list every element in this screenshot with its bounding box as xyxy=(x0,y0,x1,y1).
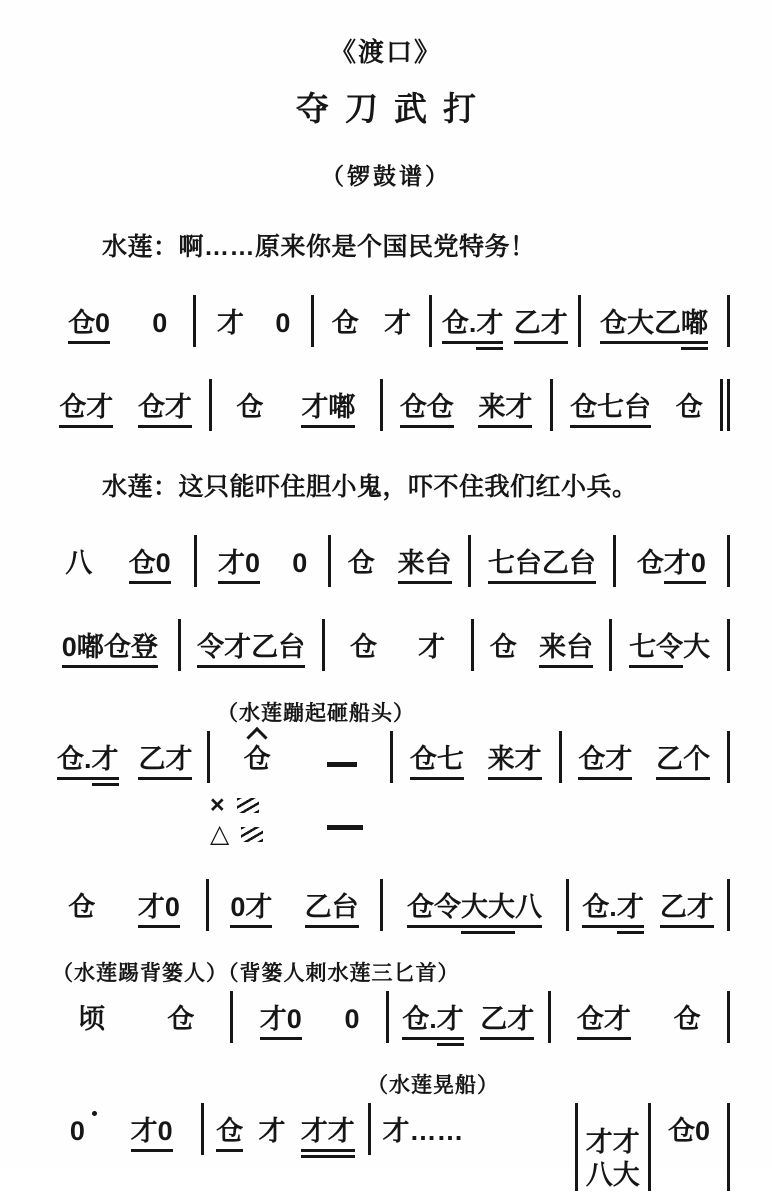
beat-group xyxy=(600,307,708,347)
notation-line-2 xyxy=(42,379,730,431)
measure xyxy=(551,1003,727,1043)
notation-line-6 xyxy=(42,879,730,931)
note: 才 xyxy=(418,631,445,671)
beat-group xyxy=(660,891,714,931)
note: 0 xyxy=(345,1003,360,1043)
note: 才 xyxy=(217,307,244,347)
beat-group xyxy=(275,307,290,347)
barline xyxy=(727,879,730,931)
note: 来才 xyxy=(488,743,542,783)
note: 0 xyxy=(70,1115,85,1155)
measure xyxy=(383,891,566,931)
beat-group xyxy=(292,547,307,587)
measure xyxy=(204,1115,368,1155)
beat-group xyxy=(197,631,305,671)
stacked-notes xyxy=(586,1126,640,1193)
note: 才 xyxy=(258,1115,285,1155)
beat-group xyxy=(152,307,167,347)
note: 仓 xyxy=(674,1003,701,1043)
score-type-label: （锣鼓谱） xyxy=(42,158,730,191)
beat-group xyxy=(129,547,171,587)
note: 仓才 xyxy=(59,391,113,431)
beat-group xyxy=(676,391,703,431)
note: 七令 xyxy=(629,631,683,671)
beat-group xyxy=(131,1115,173,1155)
measure xyxy=(42,631,178,671)
beat-group xyxy=(582,891,644,931)
beat-group xyxy=(244,743,271,783)
note: 仓 xyxy=(216,1115,243,1155)
beat-group xyxy=(570,391,651,431)
note: 乙个 xyxy=(656,743,710,783)
beat-group xyxy=(539,631,593,671)
note: 才嘟 xyxy=(301,391,355,431)
beat-group xyxy=(78,1003,105,1043)
note: 大大 xyxy=(461,891,515,931)
note: 仓才 xyxy=(577,1003,631,1043)
measure xyxy=(474,631,610,671)
note: 才 xyxy=(437,1003,464,1043)
note: 才0 xyxy=(664,547,706,587)
measure xyxy=(612,631,727,671)
barline xyxy=(727,619,730,671)
beat-group xyxy=(57,743,119,783)
note: 仓才 xyxy=(138,391,192,431)
beat-group xyxy=(442,307,504,347)
beat-group xyxy=(384,307,411,347)
beat-group xyxy=(301,391,355,431)
note: 来台 xyxy=(539,631,593,671)
note: 仓 xyxy=(637,547,664,587)
note: 才 xyxy=(476,307,503,347)
beat-group xyxy=(59,391,113,431)
stage-direction: （水莲晃船） xyxy=(367,1069,730,1099)
note: 七台 xyxy=(488,547,542,587)
measure xyxy=(42,1003,230,1043)
triangle-roll-symbol: △ xyxy=(210,822,229,847)
note: 仓 xyxy=(676,391,703,431)
note: 仓. xyxy=(582,891,617,931)
notation-line-5 xyxy=(42,731,730,783)
note: 0 xyxy=(292,547,307,587)
measure xyxy=(212,391,379,431)
beat-group xyxy=(236,391,263,431)
stack-note: 八大 xyxy=(586,1159,640,1193)
double-barline xyxy=(720,379,730,431)
note: 才0 xyxy=(218,547,260,587)
beat-group xyxy=(68,891,95,931)
measure xyxy=(42,391,209,431)
beat-group xyxy=(400,391,454,431)
note: 仓仓 xyxy=(400,391,454,431)
beat-group xyxy=(345,1003,360,1043)
note: 仓0 xyxy=(68,307,110,347)
measure xyxy=(325,631,471,671)
note: 仓. xyxy=(442,307,477,347)
note: 大 xyxy=(683,631,710,671)
measure xyxy=(432,307,578,347)
beat-group xyxy=(138,391,192,431)
notation-line-3 xyxy=(42,535,730,587)
note: 仓 xyxy=(68,891,95,931)
beat-group xyxy=(577,1003,631,1043)
note: 0 xyxy=(275,307,290,347)
beat-group xyxy=(398,547,452,587)
measure xyxy=(581,307,727,347)
barline xyxy=(727,991,730,1043)
beat-group xyxy=(70,1115,85,1155)
note: 仓. xyxy=(402,1003,437,1043)
measure xyxy=(42,743,207,783)
measure xyxy=(210,743,390,783)
note: 仓 xyxy=(167,1003,194,1043)
note: 仓大 xyxy=(600,307,654,347)
dialogue-line: 水莲：啊……原来你是个国民党特务！ xyxy=(102,227,730,263)
beat-group xyxy=(410,743,464,783)
beat-group xyxy=(167,1003,194,1043)
beat-group xyxy=(668,1115,710,1155)
note: 0才 xyxy=(230,891,272,931)
note: 才才 xyxy=(301,1115,355,1155)
measure xyxy=(389,1003,548,1043)
note: 来台 xyxy=(398,547,452,587)
note: 仓0 xyxy=(668,1115,710,1155)
note: 乙才 xyxy=(660,891,714,931)
beat-group xyxy=(62,631,158,671)
beat-group xyxy=(305,891,359,931)
note: 仓. xyxy=(57,743,92,783)
note: 才0 xyxy=(138,891,180,931)
measure xyxy=(616,547,727,587)
note: 仓七 xyxy=(410,743,464,783)
roll-symbol-row xyxy=(210,822,263,847)
measure xyxy=(42,891,206,931)
barline xyxy=(727,535,730,587)
beat-group xyxy=(407,891,542,931)
note: 才 xyxy=(384,307,411,347)
note: 仓 xyxy=(348,547,375,587)
barline xyxy=(727,731,730,783)
note: 乙台 xyxy=(305,891,359,931)
note: 仓七台 xyxy=(570,391,651,431)
measure xyxy=(181,631,322,671)
beat-group xyxy=(260,1003,302,1043)
note: 0 xyxy=(152,307,167,347)
beat-group xyxy=(216,1115,243,1155)
beat-group xyxy=(258,1115,285,1155)
score-body xyxy=(42,227,730,1155)
beat-group xyxy=(218,547,260,587)
note: 乙才 xyxy=(480,1003,534,1043)
piece-title: 《渡口》 xyxy=(42,32,730,69)
beat-group xyxy=(348,547,375,587)
note: 仓登 xyxy=(104,631,158,671)
note: 才 xyxy=(92,743,119,783)
held-note-dash xyxy=(327,762,357,767)
measure xyxy=(578,1126,649,1156)
section-title: 夺刀武打 xyxy=(42,83,730,130)
measure xyxy=(393,743,558,783)
measure xyxy=(209,891,380,931)
beat-group xyxy=(301,1115,355,1155)
dialogue-line: 水莲：这只能吓住胆小鬼，吓不住我们红小兵。 xyxy=(102,467,730,503)
note: 才0 xyxy=(260,1003,302,1043)
note: 才 xyxy=(617,891,644,931)
stage-direction: （水莲蹦起砸船头） xyxy=(217,697,730,727)
note: 才…… xyxy=(383,1115,464,1155)
note: 乙 xyxy=(654,307,681,347)
note: 令才 xyxy=(197,631,251,671)
stack-note: 才才 xyxy=(586,1126,640,1160)
note: 仓 xyxy=(244,743,271,783)
note: 仓 xyxy=(236,391,263,431)
measure xyxy=(553,391,720,431)
beat-group xyxy=(138,891,180,931)
beat-group xyxy=(418,631,445,671)
measure xyxy=(42,307,193,347)
beat-group xyxy=(480,1003,534,1043)
roll-symbols xyxy=(210,793,730,847)
cymbal-roll-symbol: × xyxy=(210,793,225,818)
beat-group xyxy=(656,743,710,783)
roll-symbol-column xyxy=(210,793,263,847)
measure xyxy=(197,547,329,587)
measure xyxy=(569,891,727,931)
beat-group xyxy=(514,307,568,347)
note: 仓 xyxy=(490,631,517,671)
beat-group xyxy=(402,1003,464,1043)
beat-group xyxy=(217,307,244,347)
measure xyxy=(314,307,429,347)
note: 才0 xyxy=(131,1115,173,1155)
stage-direction: （水莲踢背篓人）（背篓人刺水莲三匕首） xyxy=(52,957,730,987)
roll-symbol-row xyxy=(210,793,263,818)
note: 仓才 xyxy=(578,743,632,783)
note: 八 xyxy=(65,547,92,587)
note: 仓 xyxy=(350,631,377,671)
beat-group xyxy=(65,547,92,587)
beat-group xyxy=(230,891,272,931)
beat-group xyxy=(383,1115,464,1155)
notation-line-8 xyxy=(42,1103,730,1155)
note: 乙台 xyxy=(251,631,305,671)
note: 顷 xyxy=(78,1003,105,1043)
beat-group xyxy=(578,743,632,783)
beat-group xyxy=(488,547,596,587)
barline xyxy=(727,1103,730,1191)
beat-group xyxy=(488,743,542,783)
tremolo-marks-icon xyxy=(241,827,263,842)
beat-group xyxy=(629,631,710,671)
note: 乙才 xyxy=(138,743,192,783)
measure xyxy=(651,1115,727,1155)
beat-group xyxy=(68,307,110,347)
note: 乙台 xyxy=(542,547,596,587)
measure xyxy=(331,547,468,587)
beat-group xyxy=(674,1003,701,1043)
note: 乙才 xyxy=(514,307,568,347)
beat-group xyxy=(637,547,706,587)
measure xyxy=(196,307,311,347)
measure xyxy=(233,1003,386,1043)
held-note-dash xyxy=(327,825,363,830)
measure xyxy=(383,391,550,431)
measure xyxy=(562,743,727,783)
beat-group xyxy=(332,307,359,347)
beat-group xyxy=(586,1126,640,1156)
note: 八 xyxy=(515,891,542,931)
tremolo-marks-icon xyxy=(237,798,259,813)
beat-group xyxy=(350,631,377,671)
note: 0嘟 xyxy=(62,631,104,671)
beat-group xyxy=(138,743,192,783)
notation-line-7 xyxy=(42,991,730,1043)
beat-group xyxy=(327,762,357,783)
notation-line-4 xyxy=(42,619,730,671)
notation-line-1 xyxy=(42,295,730,347)
note: 嘟 xyxy=(681,307,708,347)
measure xyxy=(42,1115,201,1155)
note: 仓 xyxy=(332,307,359,347)
measure xyxy=(42,547,194,587)
beat-group xyxy=(478,391,532,431)
note: 来才 xyxy=(478,391,532,431)
beat-group xyxy=(490,631,517,671)
measure xyxy=(471,547,613,587)
barline xyxy=(727,295,730,347)
note: 仓令 xyxy=(407,891,461,931)
note: 仓0 xyxy=(129,547,171,587)
measure xyxy=(371,1115,575,1155)
